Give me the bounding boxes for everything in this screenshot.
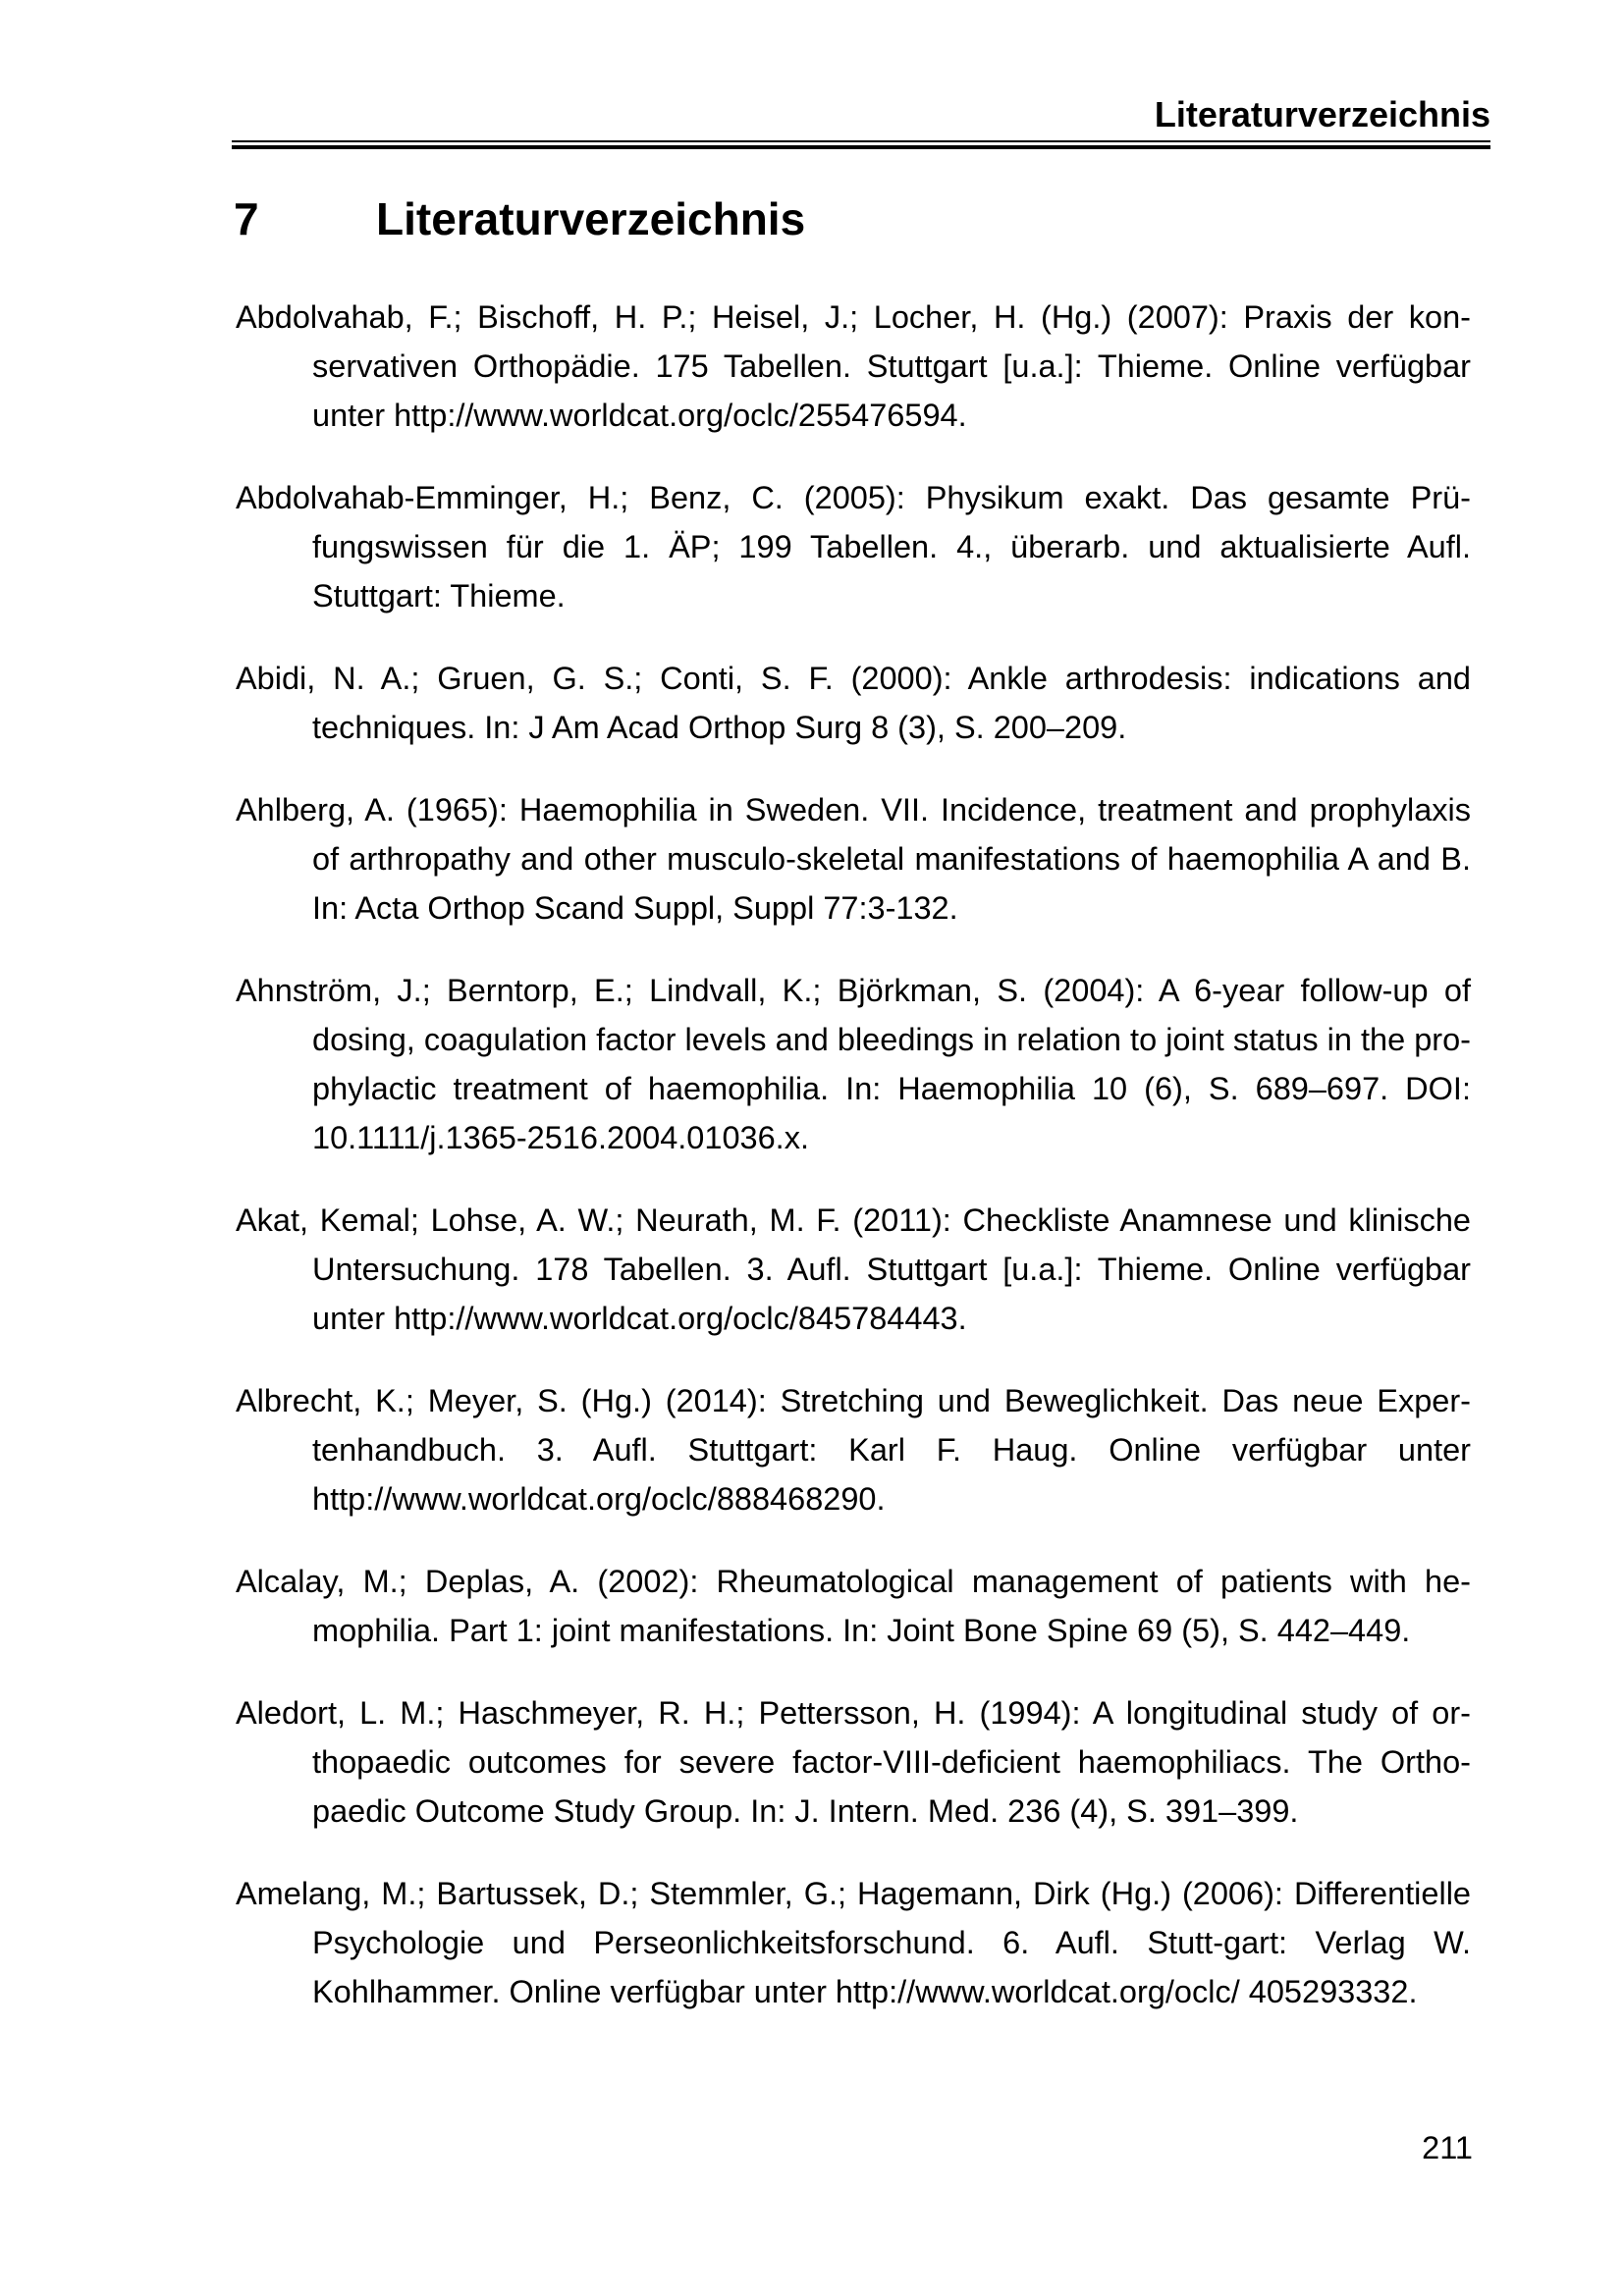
reference-entry: Abidi, N. A.; Gruen, G. S.; Conti, S. F. (2000): Ankle arthrodesis: indications and techniques. In: J Am Acad Orthop Surg 8 (3), S. 200–209.	[236, 661, 1471, 745]
reference-entry: Albrecht, K.; Meyer, S. (Hg.) (2014): Stretching und Beweglichkeit. Das neue Expertenhandbuch. 3. Aufl. Stuttgart: Karl F. Haug. Online verfügbar unter http://www.worldcat.org/oclc/888468290.	[236, 1383, 1471, 1517]
chapter-number: 7	[234, 193, 259, 244]
reference-entry: Ahnström, J.; Berntorp, E.; Lindvall, K.; Björkman, S. (2004): A 6-year follow-up of dosing, coagulation factor levels and bleedings in relation to joint status in the pro-phylactic treatment of haemophilia. In: Haemophilia 10 (6), S. 689–697. DOI: 10.1111/j.1365-2516.2004.01036.x.	[236, 973, 1471, 1155]
running-header: Literaturverzeichnis	[1154, 94, 1490, 134]
reference-entry: Akat, Kemal; Lohse, A. W.; Neurath, M. F. (2011): Checkliste Anamnese und klinische Untersuchung. 178 Tabellen. 3. Aufl. Stuttgart [u.a.]: Thieme. Online verfügbar unter http://www.worldcat.org/oclc/845784443.	[236, 1202, 1471, 1336]
header-rule-thick	[232, 145, 1490, 149]
reference-entry: Amelang, M.; Bartussek, D.; Stemmler, G.; Hagemann, Dirk (Hg.) (2006): Differentielle Psychologie und Perseonlichkeitsforschund. 6. Aufl. Stutt-gart: Verlag W. Kohlhammer. Online verfügbar unter http://www.worldcat.org/oclc/ 405293332.	[236, 1876, 1471, 2009]
chapter-heading	[234, 188, 805, 249]
reference-entry: Alcalay, M.; Deplas, A. (2002): Rheumatological management of patients with hemophilia. Part 1: joint manifestations. In: Joint Bone Spine 69 (5), S. 442–449.	[236, 1564, 1471, 1648]
reference-entry: Abdolvahab-Emminger, H.; Benz, C. (2005): Physikum exakt. Das gesamte Prüfungswissen für die 1. ÄP; 199 Tabellen. 4., überarb. und aktualisierte Aufl. Stuttgart: Thieme.	[236, 480, 1471, 614]
reference-entry: Aledort, L. M.; Haschmeyer, R. H.; Pettersson, H. (1994): A longitudinal study of orthopaedic outcomes for severe factor-VIII-deficient haemophiliacs. The Orthopaedic Outcome Study Group. In: J. Intern. Med. 236 (4), S. 391–399.	[236, 1695, 1471, 1829]
header-rule	[232, 140, 1490, 142]
reference-list	[236, 293, 1471, 2050]
reference-entry: Abdolvahab, F.; Bischoff, H. P.; Heisel, J.; Locher, H. (Hg.) (2007): Praxis der konservativen Orthopädie. 175 Tabellen. Stuttgart [u.a.]: Thieme. Online verfügbar unter http://www.worldcat.org/oclc/255476594.	[236, 299, 1471, 433]
chapter-title: Literaturverzeichnis	[376, 193, 806, 244]
page-number: 211	[1422, 2130, 1473, 2165]
reference-entry: Ahlberg, A. (1965): Haemophilia in Sweden. VII. Incidence, treatment and prophylaxis of arthropathy and other musculo-skeletal manifestations of haemophilia A and B. In: Acta Orthop Scand Suppl, Suppl 77:3-132.	[236, 792, 1471, 926]
